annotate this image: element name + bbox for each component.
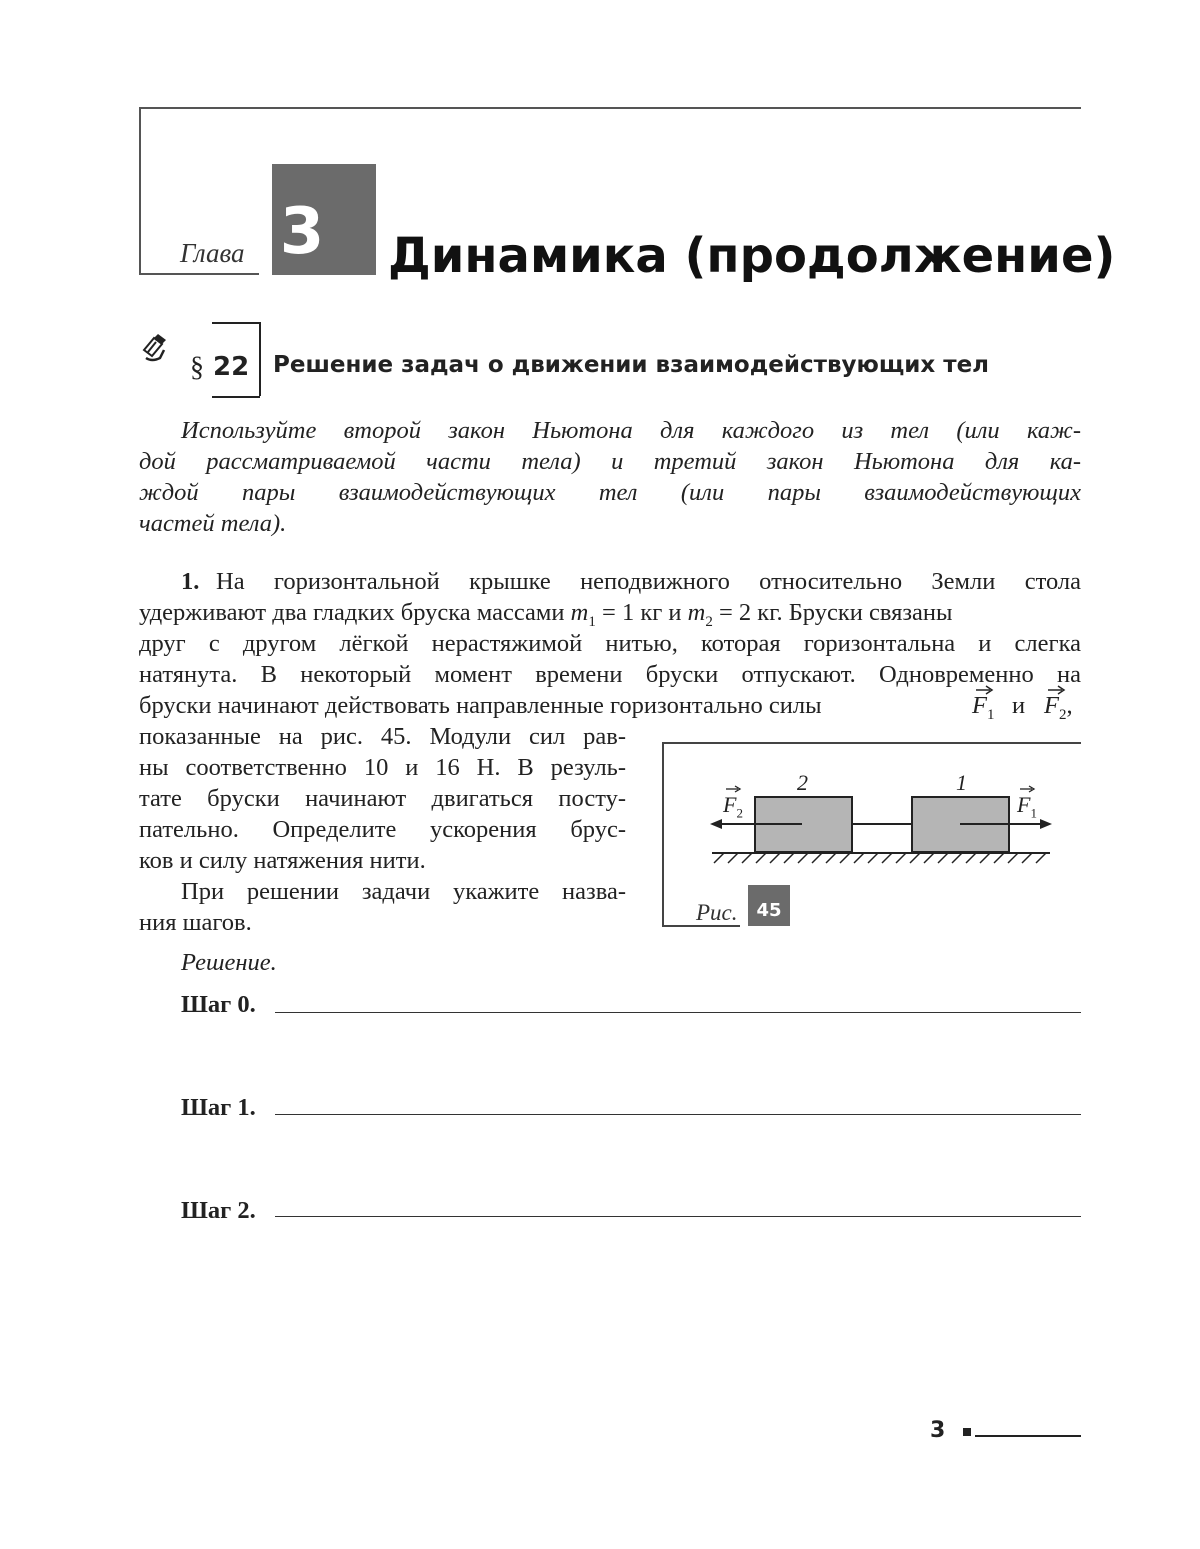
block-2-label: 2 bbox=[797, 770, 808, 795]
mass-var-2: m bbox=[687, 599, 706, 626]
chapter-number: 3 bbox=[279, 195, 325, 269]
section-sign: § bbox=[190, 352, 204, 383]
figure-force-f2-symbol: F bbox=[723, 792, 737, 817]
solution-label: Решение. bbox=[181, 949, 277, 976]
and-word: и bbox=[1012, 692, 1026, 719]
problem-line-2-pre: удерживают два гладких бруска массами bbox=[139, 599, 571, 626]
intro-line-1: Используйте второй закон Ньютона для каждого из тел (или каж- bbox=[181, 417, 1081, 444]
table-hatching bbox=[714, 853, 1046, 863]
problem-number bbox=[181, 570, 199, 595]
problem-narrow-4: пательно. Определите ускорения брус- bbox=[139, 816, 626, 843]
step-1-label: Шаг 1. bbox=[181, 1094, 256, 1121]
intro-line-3: ждой пары взаимодействующих тел (или пары взаимодействующих bbox=[139, 479, 1081, 506]
problem-line-1: На горизонтальной крышке неподвижного относительно Земли стола bbox=[216, 568, 1081, 595]
problem-number-text: 1. bbox=[181, 568, 200, 595]
step-1-answer-line[interactable] bbox=[275, 1114, 1081, 1115]
problem-line-2 bbox=[139, 601, 1081, 630]
block-1-label: 1 bbox=[956, 770, 967, 795]
mass-val-2: = 2 кг. Бруски связаны bbox=[712, 599, 953, 626]
mass-var-1: m bbox=[570, 599, 589, 626]
mass-val-1: = 1 кг и bbox=[595, 599, 688, 626]
section-box-right bbox=[259, 322, 261, 396]
note-line-1: При решении задачи укажите назва- bbox=[181, 878, 626, 905]
mass-sub-1: 1 bbox=[588, 613, 596, 630]
problem-narrow-3: тате бруски начинают двигаться посту- bbox=[139, 785, 626, 812]
comma: , bbox=[1066, 692, 1073, 719]
figure-force-f1 bbox=[1017, 792, 1037, 821]
problem-narrow-1: показанные на рис. 45. Модули сил рав- bbox=[139, 723, 626, 750]
intro-line-2: дой рассматриваемой части тела) и третий закон Ньютона для ка- bbox=[139, 448, 1081, 475]
figure-frame-top bbox=[662, 742, 1081, 744]
force-f1-inline bbox=[972, 694, 994, 723]
pencil-hand-icon bbox=[140, 332, 170, 364]
problem-narrow-2: ны соответственно 10 и 16 Н. В резуль- bbox=[139, 754, 626, 781]
vector-arrow-icon bbox=[974, 684, 994, 696]
note-line-2: ния шагов. bbox=[139, 909, 252, 936]
figure-number: 45 bbox=[756, 900, 782, 921]
chapter-label: Глава bbox=[180, 238, 245, 268]
problem-line-5: бруски начинают действовать направленные горизонтально силы bbox=[139, 692, 822, 719]
step-2-label: Шаг 2. bbox=[181, 1197, 256, 1224]
force-f1-sub: 1 bbox=[986, 706, 995, 723]
force-f2-arrowhead bbox=[710, 819, 722, 829]
intro-line-4: частей тела). bbox=[139, 510, 287, 537]
force-f2-inline bbox=[1044, 694, 1073, 723]
problem-line-4: натянута. В некоторый момент времени бруски отпускают. Одновременно на bbox=[139, 661, 1081, 688]
force-f2-symbol: F bbox=[1044, 692, 1059, 719]
problem-line-3: друг с другом лёгкой нерастяжимой нитью, которая горизонтальна и слегка bbox=[139, 630, 1081, 657]
step-0-label: Шаг 0. bbox=[181, 991, 256, 1018]
force-f2-sub: 2 bbox=[1058, 706, 1067, 723]
force-f1-symbol: F bbox=[972, 692, 987, 719]
page-number: 3 bbox=[930, 1418, 946, 1443]
figure-force-f1-symbol: F bbox=[1017, 792, 1031, 817]
step-0-answer-line[interactable] bbox=[275, 1012, 1081, 1013]
force-f1-arrowhead bbox=[1040, 819, 1052, 829]
figure-force-f1-sub: 1 bbox=[1030, 805, 1037, 821]
section-title: Решение задач о движении взаимодействующих тел bbox=[273, 352, 990, 378]
figure-frame-left bbox=[662, 742, 664, 927]
chapter-frame-bottom bbox=[139, 273, 259, 275]
figure-force-f2-sub: 2 bbox=[736, 805, 743, 821]
section-number: 22 bbox=[213, 352, 250, 382]
step-2-answer-line[interactable] bbox=[275, 1216, 1081, 1217]
vector-arrow-icon bbox=[1046, 684, 1066, 696]
page-marker bbox=[963, 1428, 971, 1436]
page-footer-line bbox=[975, 1435, 1081, 1437]
chapter-title: Динамика (продолжение) bbox=[388, 228, 1116, 284]
problem-narrow-5: ков и силу натяжения нити. bbox=[139, 847, 426, 874]
section-box-bottom bbox=[212, 396, 260, 398]
section-box-top bbox=[212, 322, 260, 324]
chapter-frame-top bbox=[139, 107, 1081, 109]
figure-force-f2 bbox=[723, 792, 743, 821]
figure-diagram bbox=[700, 765, 1070, 875]
chapter-frame-left bbox=[139, 107, 141, 274]
mass-sub-2: 2 bbox=[705, 613, 713, 630]
figure-caption: Рис. bbox=[696, 900, 738, 925]
